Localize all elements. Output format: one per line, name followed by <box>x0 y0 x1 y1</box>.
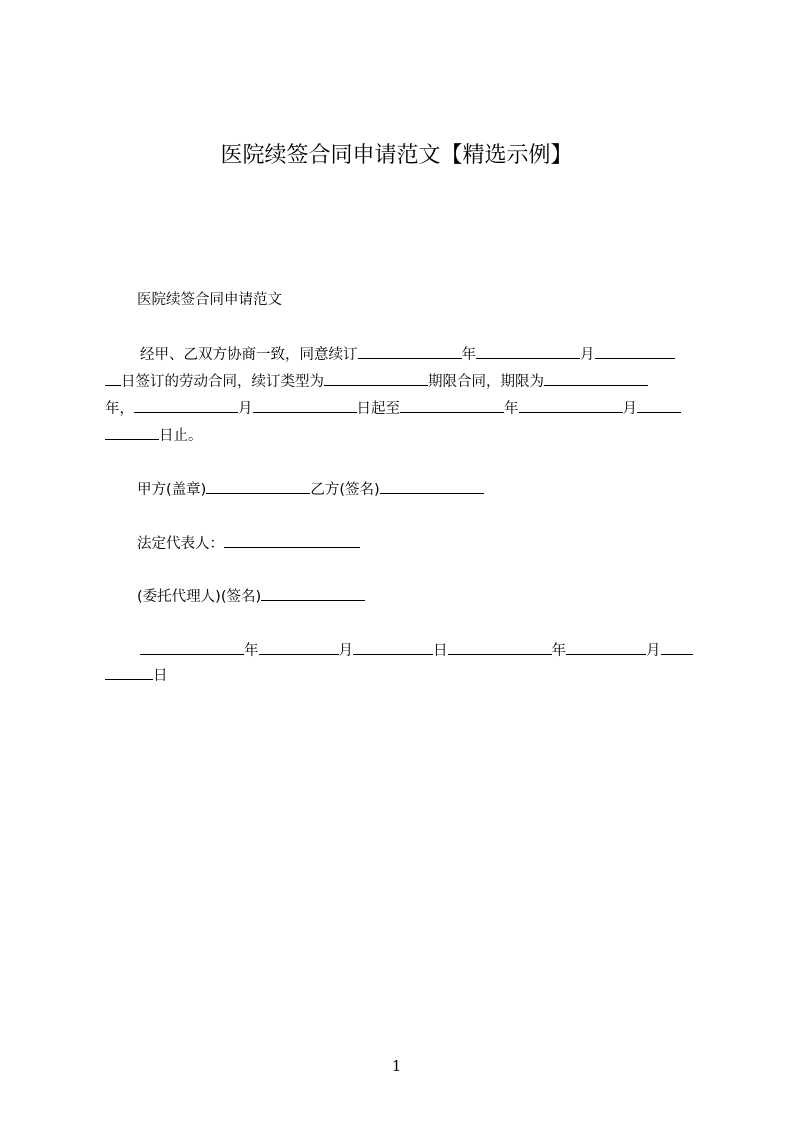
blank-field <box>259 640 339 655</box>
page-number: 1 <box>391 1057 402 1075</box>
document-subtitle: 医院续签合同申请范文 <box>137 292 282 308</box>
blank-field <box>400 398 504 413</box>
blank-field <box>261 586 365 601</box>
year-label: 年， <box>105 401 134 417</box>
agent-signature-line <box>137 586 365 607</box>
month-label: 月 <box>238 401 253 417</box>
party-signature-line <box>137 479 484 500</box>
date-line-1 <box>140 640 693 661</box>
blank-field <box>519 398 623 413</box>
party-b-label: 乙方(签名) <box>310 482 380 498</box>
paragraph-text: 日止。 <box>159 428 203 444</box>
blank-field <box>637 398 681 413</box>
legal-rep-label: 法定代表人： <box>137 536 224 552</box>
day-label: 日 <box>153 668 168 684</box>
blank-field <box>105 371 121 386</box>
paragraph-text: 日起至 <box>356 401 400 417</box>
blank-field <box>134 398 238 413</box>
month-label: 月 <box>580 347 595 363</box>
paragraph-text: 经甲、乙双方协商一致，同意续订 <box>140 347 358 363</box>
party-a-label: 甲方(盖章) <box>137 482 207 498</box>
year-label: 年 <box>461 347 476 363</box>
blank-field <box>448 640 552 655</box>
paragraph-line-3 <box>105 398 681 419</box>
day-label: 日 <box>433 643 448 659</box>
blank-field <box>105 425 159 440</box>
year-label: 年 <box>504 401 519 417</box>
year-label: 年 <box>551 643 566 659</box>
blank-field <box>105 665 153 680</box>
blank-field <box>566 640 646 655</box>
blank-field <box>544 371 648 386</box>
blank-field <box>353 640 433 655</box>
month-label: 月 <box>622 401 637 417</box>
paragraph-line-1 <box>140 344 675 365</box>
paragraph-line-2 <box>105 371 648 392</box>
blank-field <box>358 344 462 359</box>
blank-field <box>476 344 580 359</box>
blank-field <box>206 479 310 494</box>
blank-field <box>380 479 484 494</box>
paragraph-line-4 <box>105 425 203 446</box>
paragraph-text: 期限合同，期限为 <box>428 374 544 390</box>
agent-label: (委托代理人)(签名) <box>137 589 262 605</box>
month-label: 月 <box>338 643 353 659</box>
year-label: 年 <box>244 643 259 659</box>
blank-field <box>140 640 244 655</box>
page-title: 医院续签合同申请范文【精选示例】 <box>220 143 573 168</box>
blank-field <box>661 640 693 655</box>
blank-field <box>253 398 357 413</box>
date-line-2 <box>105 665 168 686</box>
legal-representative-line <box>137 533 360 554</box>
blank-field <box>324 371 428 386</box>
month-label: 月 <box>646 643 661 659</box>
blank-field <box>224 533 360 548</box>
blank-field <box>595 344 675 359</box>
paragraph-text: 日签订的劳动合同，续订类型为 <box>121 374 324 390</box>
